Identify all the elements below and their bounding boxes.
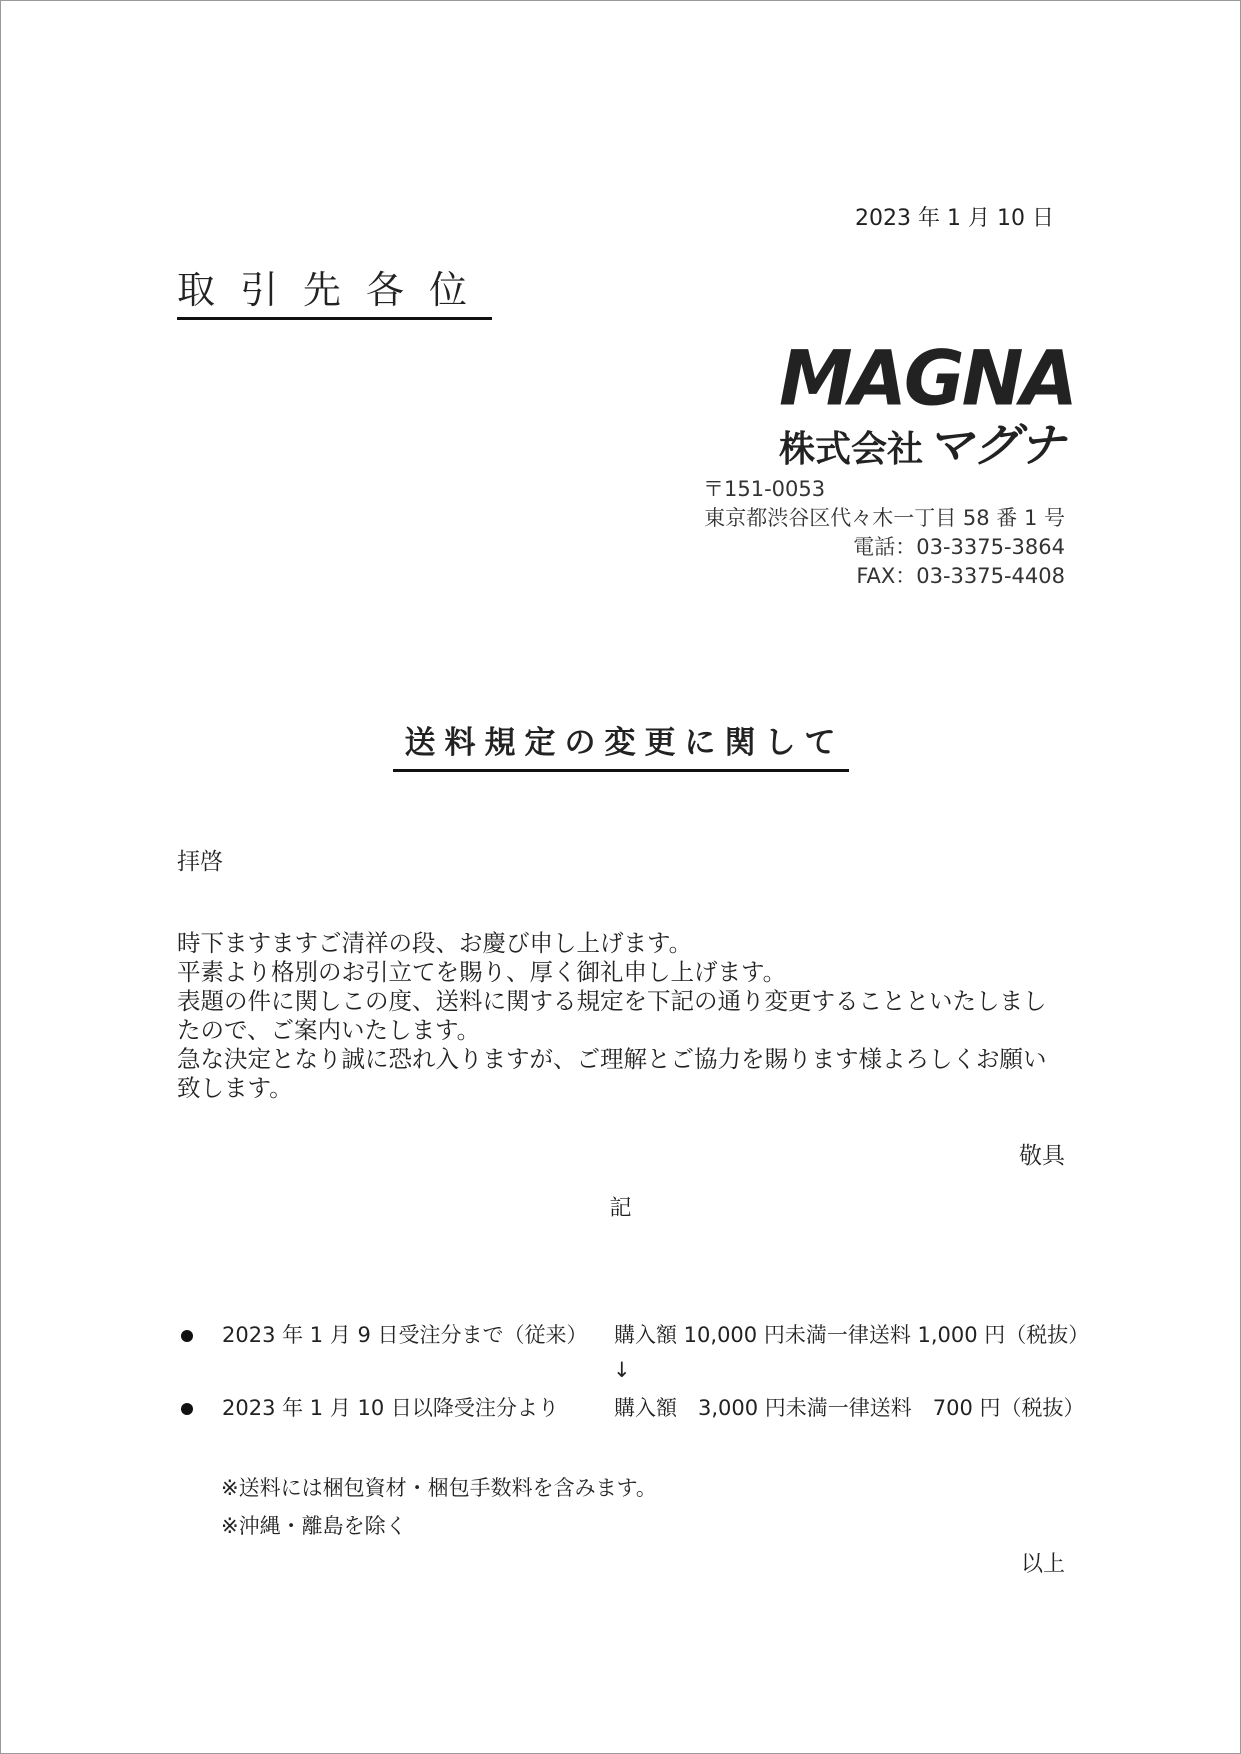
recipient-heading: 取引先各位 bbox=[177, 267, 492, 320]
change-rule: 購入額 10,000 円未満一律送料 1,000 円（税抜） bbox=[614, 1323, 1090, 1347]
company-address: 東京都渋谷区代々木一丁目 58 番 1 号 bbox=[704, 506, 1065, 530]
change-term: 2023 年 1 月 10 日以降受注分より bbox=[222, 1396, 559, 1420]
change-term: 2023 年 1 月 9 日受注分まで（従来） bbox=[222, 1323, 588, 1347]
body-paragraph: 急な決定となり誠に恐れ入りますが、ご理解とご協力を賜ります様よろしくお願い致します。 bbox=[177, 1045, 1047, 1102]
letter-date: 2023 年 1 月 10 日 bbox=[855, 206, 1054, 231]
note-line: ※沖縄・離島を除く bbox=[221, 1514, 407, 1538]
logo-wordmark: MAGNA bbox=[779, 335, 1075, 423]
subject-container bbox=[1, 723, 1240, 772]
down-arrow-icon: ↓ bbox=[613, 1358, 631, 1382]
ki-marker: 記 bbox=[609, 1196, 632, 1221]
logo-name-kana: マグナ bbox=[927, 418, 1066, 472]
body-paragraph: 表題の件に関しこの度、送料に関する規定を下記の通り変更することといたしましたので、ご案内いたします。 bbox=[177, 987, 1047, 1044]
ki-container bbox=[1, 1191, 1240, 1222]
subject-title: 送料規定の変更に関して bbox=[393, 723, 849, 772]
opening-salutation: 拝啓 bbox=[177, 849, 223, 875]
logo-name-prefix: 株式会社 bbox=[779, 429, 924, 470]
note-line: ※送料には梱包資材・梱包手数料を含みます。 bbox=[221, 1476, 657, 1500]
company-fax: FAX：03-3375-4408 bbox=[856, 564, 1065, 588]
closing-salutation: 敬具 bbox=[1019, 1143, 1065, 1169]
bullet-dot-icon bbox=[181, 1403, 193, 1415]
ending-mark: 以上 bbox=[1020, 1552, 1065, 1577]
company-phone: 電話：03-3375-3864 bbox=[853, 535, 1065, 559]
body-paragraph: 時下ますますご清祥の段、お慶び申し上げます。 bbox=[177, 929, 693, 957]
change-rule: 購入額 3,000 円未満一律送料 700 円（税抜） bbox=[614, 1396, 1085, 1420]
company-logo bbox=[779, 331, 1075, 472]
bullet-dot-icon bbox=[181, 1330, 193, 1342]
body-paragraph: 平素より格別のお引立てを賜り、厚く御礼申し上げます。 bbox=[177, 958, 787, 986]
postal-code: 〒151-0053 bbox=[703, 477, 826, 501]
letter-body bbox=[177, 929, 1067, 1103]
logo-company-name bbox=[779, 418, 1066, 472]
